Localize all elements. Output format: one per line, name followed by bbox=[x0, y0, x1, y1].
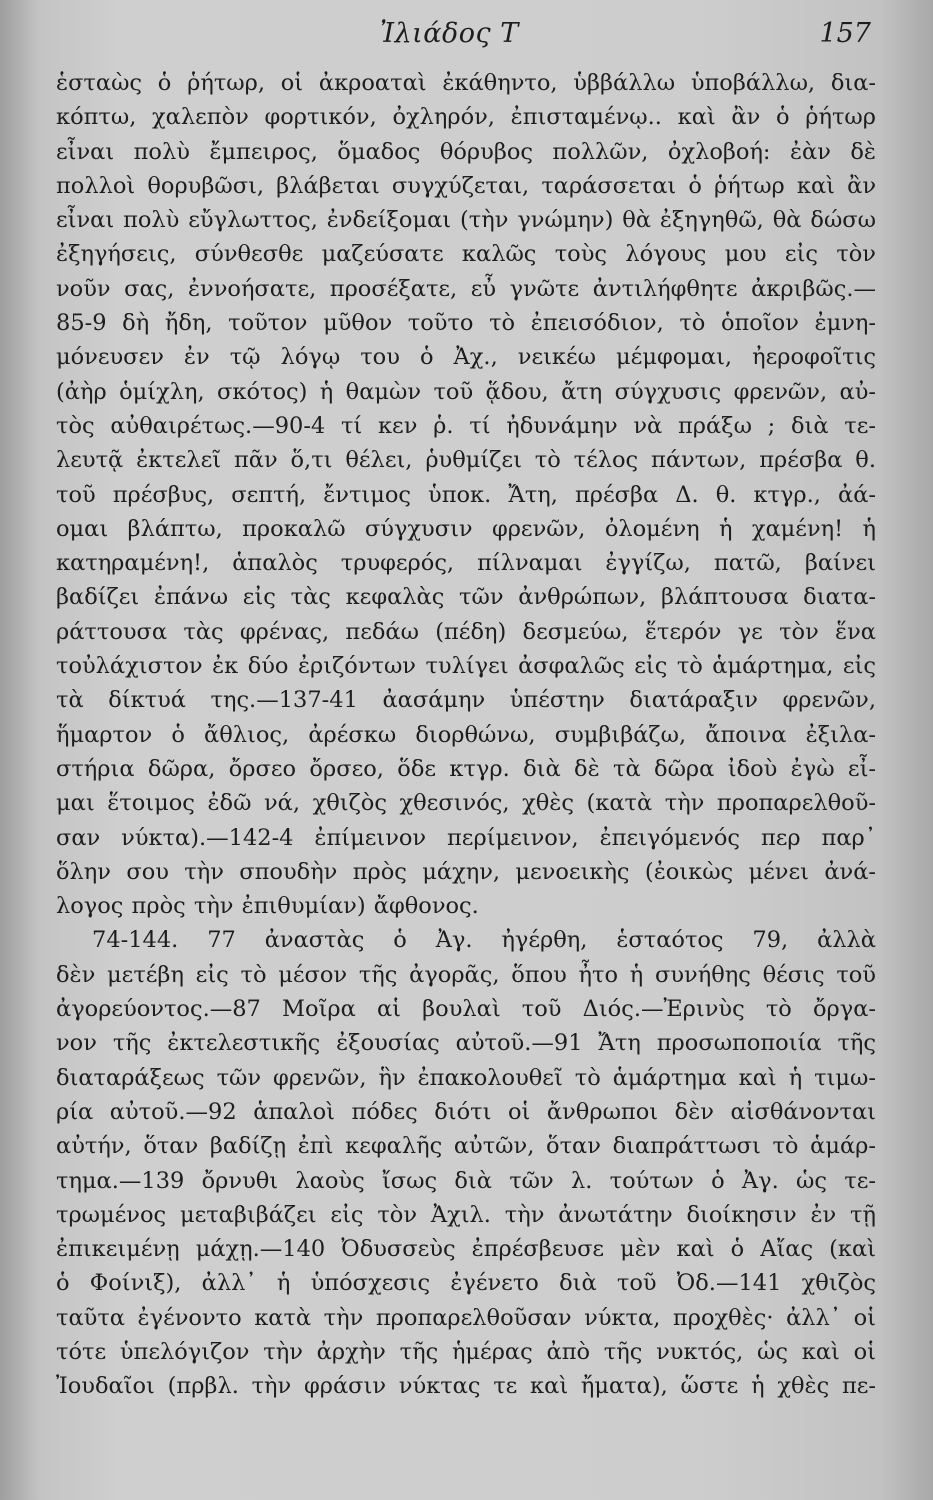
text-line: ἥμαρτον ὁ ἄθλιος, ἀρέσκω διορθώνω, συμβιβάζω, ἄποινα ἐξιλα- bbox=[56, 721, 876, 748]
text-line: τοῦ πρέσβυς, σεπτή, ἔντιμος ὑποκ. Ἄτη, πρέσβα Δ. θ. κτγρ., ἀά- bbox=[56, 481, 876, 508]
text-line: λευτᾷ ἐκτελεῖ πᾶν ὅ,τι θέλει, ῥυθμίζει τὸ τέλος πάντων, πρέσβα θ. bbox=[56, 447, 876, 474]
text-line: εἶναι πολὺ ἔμπειρος, ὅμαδος θόρυβος πολλῶν, ὀχλοβοή: ἐὰν δὲ bbox=[56, 138, 876, 165]
text-line: τρωμένος μεταβιβάζει εἰς τὸν Ἀχιλ. τὴν ἀνωτάτην διοίκησιν ἐν τῇ bbox=[56, 1201, 876, 1228]
text-line: ἑσταὼς ὁ ῥήτωρ, οἱ ἀκροαταὶ ἐκάθηντο, ὑββάλλω ὑποβάλλω, δια- bbox=[56, 70, 876, 96]
text-line: σαν νύκτα).—142-4 ἐπίμεινον περίμεινον, ἐπειγόμενός περ παρ᾽ bbox=[56, 824, 876, 851]
text-line: ἐξηγήσεις, σύνθεσθε μαζεύσατε καλῶς τοὺς λόγους μου εἰς τὸν bbox=[56, 241, 876, 268]
text-line: τημα.—139 ὄρνυθι λαοὺς ἴσως διὰ τῶν λ. τούτων ὁ Ἀγ. ὡς τε- bbox=[56, 1167, 876, 1194]
text-line: τὰ δίκτυά της.—137-41 ἀασάμην ὑπέστην διατάραξιν φρενῶν, bbox=[56, 687, 876, 714]
text-line: λογος πρὸς τὴν ἐπιθυμίαν) ἄφθονος. bbox=[56, 893, 479, 920]
text-line: διαταράξεως τῶν φρενῶν, ἣν ἐπακολουθεῖ τὸ ἁμάρτημα καὶ ἡ τιμω- bbox=[56, 1064, 876, 1091]
page-header bbox=[0, 18, 933, 58]
text-line: στήρια δῶρα, ὄρσεο ὄρσεο, ὅδε κτγρ. διὰ δὲ τὰ δῶρα ἰδοὺ ἐγὼ εἶ- bbox=[56, 755, 876, 782]
text-line: ἀγορεύοντος.—87 Μοῖρα αἱ βουλαὶ τοῦ Διός.—Ἐρινὺς τὸ ὄργα- bbox=[56, 996, 876, 1023]
text-line: νον τῆς ἐκτελεστικῆς ἐξουσίας αὐτοῦ.—91 Ἄτη προσωποποιία τῆς bbox=[56, 1030, 876, 1057]
text-line: 85-9 δὴ ἤδη, τοῦτον μῦθον τοῦτο τὸ ἐπεισόδιον, τὸ ὁποῖον ἐμνη- bbox=[56, 310, 876, 337]
text-line: πολλοὶ θορυβῶσι, βλάβεται συγχύζεται, ταράσσεται ὁ ῥήτωρ καὶ ἂν bbox=[56, 172, 876, 199]
text-line: ράττουσα τὰς φρένας, πεδάω (πέδη) δεσμεύω, ἕτερόν γε τὸν ἕνα bbox=[56, 618, 876, 645]
page-number: 157 bbox=[819, 18, 871, 49]
text-line: κόπτω, χαλεπὸν φορτικόν, ὀχληρόν, ἐπισταμένῳ.. καὶ ἂν ὁ ῥήτωρ bbox=[56, 104, 876, 131]
text-line: νοῦν σας, ἐννοήσατε, προσέξατε, εὖ γνῶτε ἀντιλήφθητε ἀκριβῶς.— bbox=[56, 275, 876, 302]
text-line: τοὐλάχιστον ἐκ δύο ἐριζόντων τυλίγει ἀσφαλῶς εἰς τὸ ἁμάρτημα, εἰς bbox=[56, 653, 876, 680]
text-line: ἐπικειμένῃ μάχῃ.—140 Ὀδυσσεὺς ἐπρέσβευσε μὲν καὶ ὁ Αἴας (καὶ bbox=[56, 1236, 876, 1263]
text-line: μαι ἕτοιμος ἐδῶ νά, χθιζὸς χθεσινός, χθὲς (κατὰ τὴν προπαρελθοῦ- bbox=[56, 790, 876, 817]
text-line: αὐτήν, ὅταν βαδίζῃ ἐπὶ κεφαλῆς αὐτῶν, ὅταν διαπράττωσι τὸ ἁμάρ- bbox=[56, 1133, 876, 1160]
running-title: Ἰλιάδος Τ bbox=[380, 18, 519, 49]
text-line: μόνευσεν ἐν τῷ λόγῳ του ὁ Ἀχ., νεικέω μέμφομαι, ἠεροφοῖτις bbox=[56, 344, 876, 371]
text-line: βαδίζει ἐπάνω εἰς τὰς κεφαλὰς τῶν ἀνθρώπων, βλάπτουσα διατα- bbox=[56, 584, 876, 611]
text-line: ομαι βλάπτω, προκαλῶ σύγχυσιν φρενῶν, ὀλομένη ἡ χαμένη! ἡ bbox=[56, 515, 876, 542]
section-heading-line: 74-144. 77 ἀναστὰς ὁ Ἀγ. ἠγέρθη, ἑσταότος 79, ἀλλὰ bbox=[92, 927, 876, 954]
text-line: δὲν μετέβη εἰς τὸ μέσον τῆς ἀγορᾶς, ὅπου ἦτο ἡ συνήθης θέσις τοῦ bbox=[56, 961, 876, 988]
commentary-text bbox=[56, 66, 876, 1404]
text-line: τότε ὑπελόγιζον τὴν ἀρχὴν τῆς ἡμέρας ἀπὸ τῆς νυκτός, ὡς καὶ οἱ bbox=[56, 1338, 876, 1365]
text-line: ὁ Φοίνιξ), ἀλλ᾽ ἡ ὑπόσχεσις ἐγένετο διὰ τοῦ Ὀδ.—141 χθιζὸς bbox=[56, 1270, 876, 1297]
text-line: Ἰουδαῖοι (πρβλ. τὴν φράσιν νύκτας τε καὶ ἤματα), ὥστε ἡ χθὲς πε- bbox=[56, 1373, 876, 1400]
text-line: ρία αὐτοῦ.—92 ἁπαλοὶ πόδες διότι οἱ ἄνθρωποι δὲν αἰσθάνονται bbox=[56, 1098, 876, 1125]
text-line: (ἀὴρ ὁμίχλη, σκότος) ἡ θαμὼν τοῦ ᾅδου, ἄτη σύγχυσις φρενῶν, αὐ- bbox=[56, 378, 876, 405]
text-line: κατηραμένη!, ἁπαλὸς τρυφερός, πίλναμαι ἐγγίζω, πατῶ, βαίνει bbox=[56, 550, 876, 577]
text-line: τὸς αὐθαιρέτως.—90-4 τί κεν ῥ. τί ἠδυνάμην νὰ πράξω ; διὰ τε- bbox=[56, 412, 876, 439]
text-line: ὅλην σου τὴν σπουδὴν πρὸς μάχην, μενοεικὴς (ἐοικὼς μένει ἀνά- bbox=[56, 858, 876, 885]
text-line: εἶναι πολὺ εὔγλωττος, ἐνδείξομαι (τὴν γνώμην) θὰ ἐξηγηθῶ, θὰ δώσω bbox=[56, 207, 876, 234]
text-line: ταῦτα ἐγένοντο κατὰ τὴν προπαρελθοῦσαν νύκτα, προχθὲς· ἀλλ᾽ οἱ bbox=[56, 1304, 876, 1331]
